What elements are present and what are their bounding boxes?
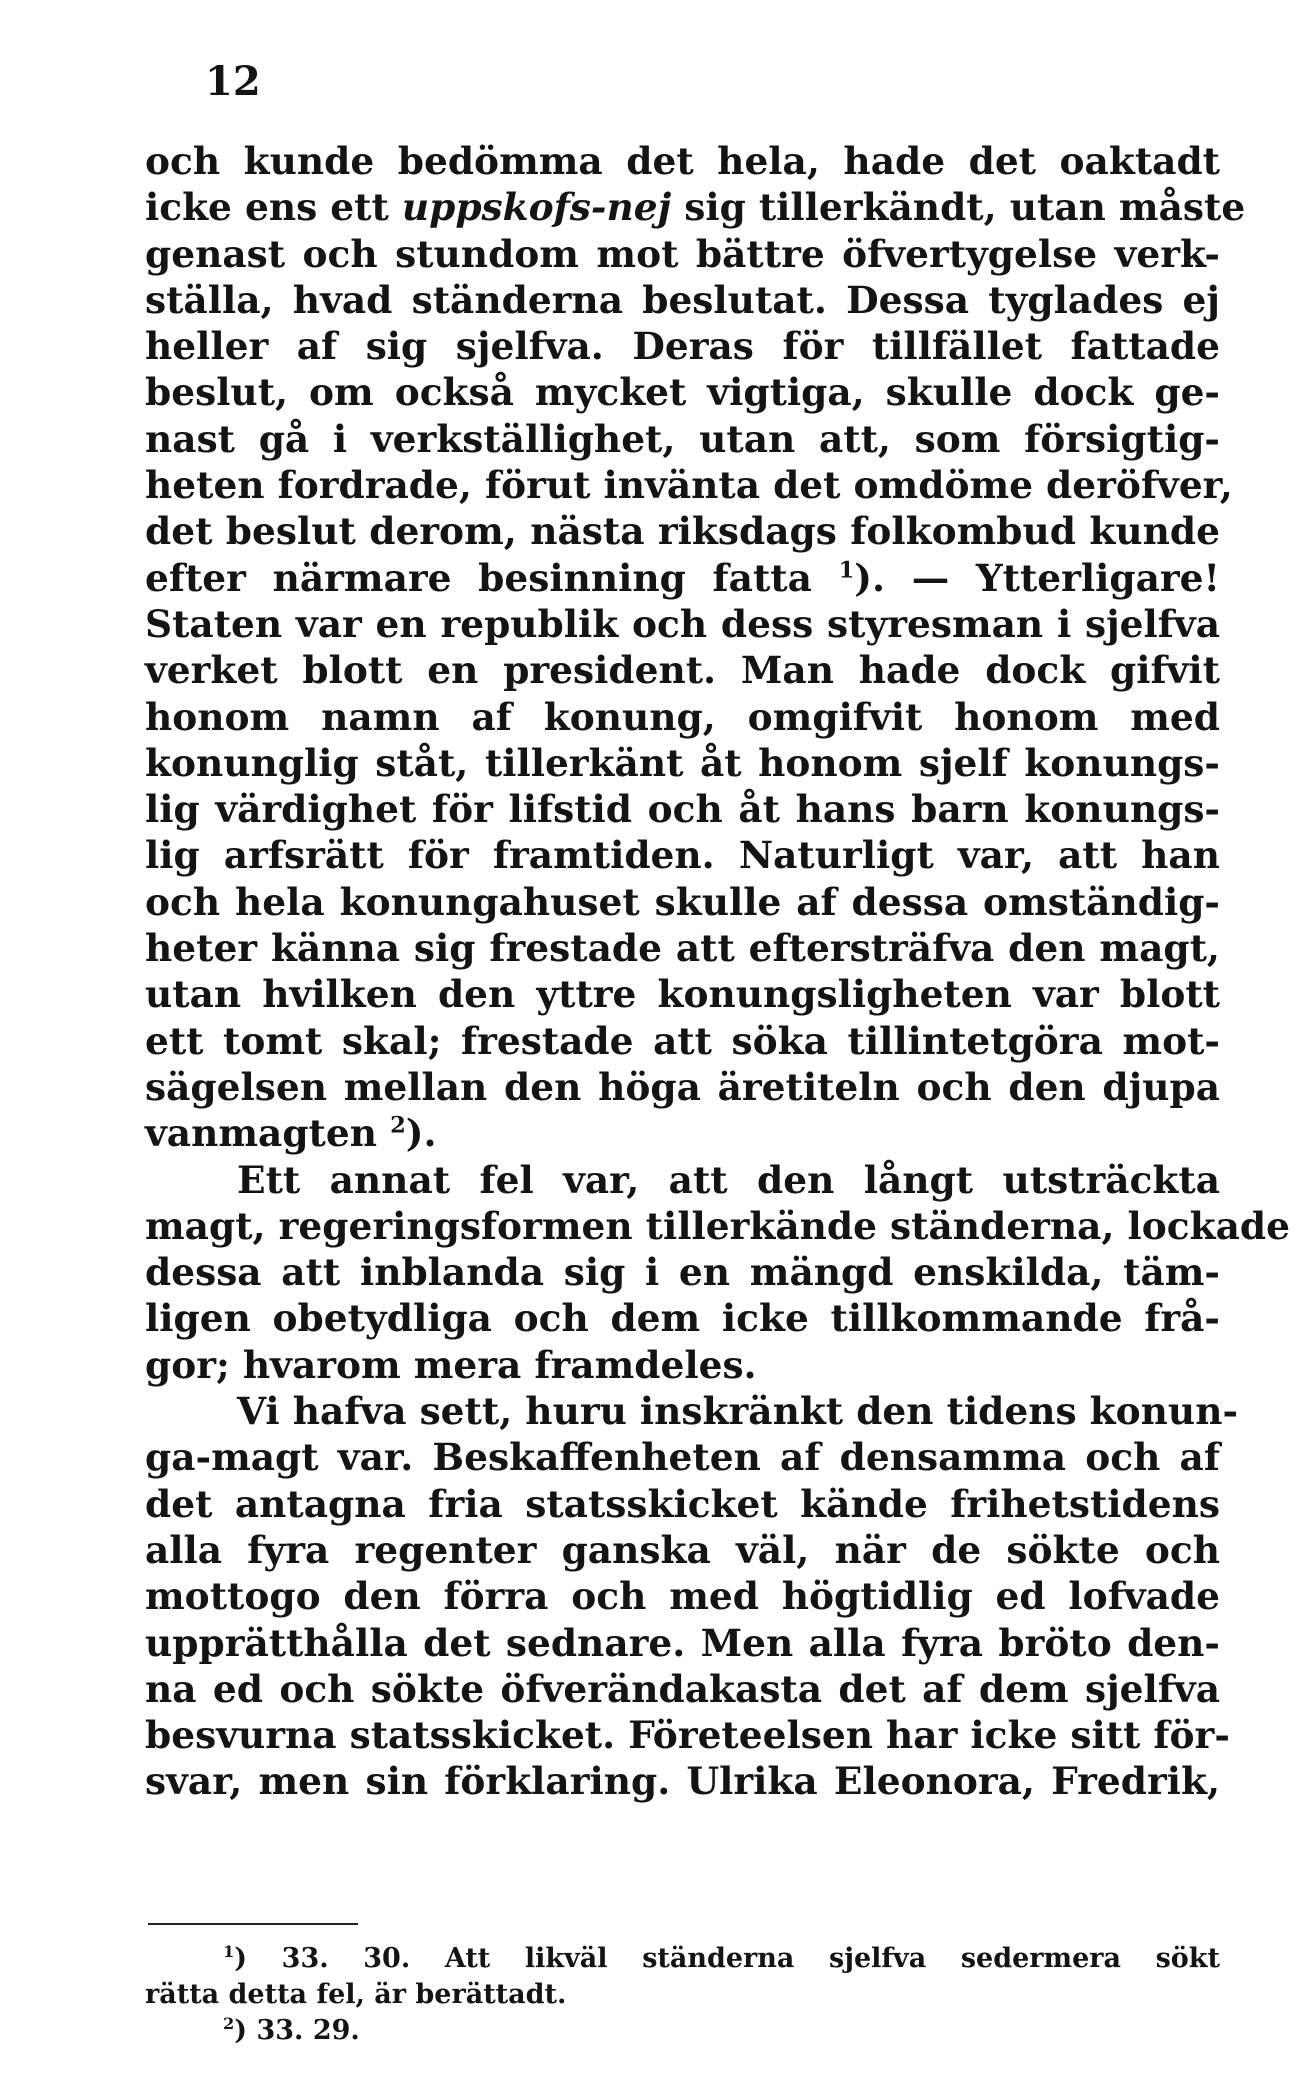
footnote-marker: 1 [838,557,855,584]
text-line: magt, regeringsformen tillerkände ständerna, lockade [145,1203,1290,1248]
text-line: Vi hafva sett, huru inskränkt den tidens konun- [237,1389,1239,1434]
text-line: alla fyra regenter ganska väl, när de sökte och [145,1527,1220,1572]
text-line: konunglig ståt, tillerkänt åt honom sjelf konungs- [145,740,1220,785]
text-line [145,184,1246,230]
page-number: 12 [205,58,261,105]
text-line: det beslut derom, nästa riksdags folkombud kunde [145,509,1220,554]
marker-close: ). [854,555,886,600]
text-line: ett tomt skal; frestade att söka tillintetgöra mot- [145,1018,1220,1063]
body-text [145,138,1290,1805]
text-line: ligen obetydliga och dem icke tillkommande frå- [145,1296,1220,1341]
text-line: verket blott en president. Man hade dock gifvit [145,648,1220,693]
text-line: lig arfsrätt för framtiden. Naturligt var, att han [145,833,1220,878]
text-line: och hela konungahuset skulle af dessa omständig- [145,879,1220,924]
text-line: dessa att inblanda sig i en mängd enskilda, täm- [145,1250,1220,1295]
italic-phrase: uppskofs-nej [401,185,672,230]
text-line: honom namn af konung, omgifvit honom med [145,694,1220,739]
footnote-1 [145,1941,1220,1977]
text-line-rest: sig tillerkändt, utan måste [671,185,1246,230]
text-line: Staten var en republik och dess styresman i sjelfva [145,601,1220,646]
text-line: sägelsen mellan den höga äretiteln och den djupa [145,1064,1220,1109]
text-line: Ett annat fel var, att den långt utsträckta [237,1157,1220,1202]
text-line-start: efter närmare besinning fatta [145,555,812,600]
text-line: genast och stundom mot bättre öfvertygelse verk- [145,231,1220,276]
text-line: lig värdighet för lifstid och åt hans barn konungs- [145,787,1220,832]
footnote-text: ) 33. 29. [234,2015,360,2046]
text-line: beslut, om också mycket vigtiga, skulle dock ge- [145,370,1220,415]
marker-close: ). [405,1111,437,1156]
text-line: utan hvilken den yttre konungsligheten var blott [145,972,1220,1017]
text-line: heller af sig sjelfva. Deras för tillfället fattade [145,324,1220,369]
footnote-text: ) 33. 30. Att likväl ständerna sjelfva sedermera sökt [234,1943,1220,1974]
footnote-marker: 2 [223,2014,235,2033]
text-line: ställa, hvad ständerna beslutat. Dessa tyglades ej [145,277,1220,322]
text-line-rest: — Ytterligare! [911,555,1220,600]
text-line: och kunde bedömma det hela, hade det oaktadt [145,139,1220,183]
text-line: ga-magt var. Beskaffenheten af densamma och af [145,1435,1220,1480]
footnote-marker: 1 [223,1942,235,1961]
text-line: heten fordrade, förut invänta det omdöme deröfver, [145,463,1233,508]
text-line: gor; hvarom mera framdeles. [145,1342,757,1387]
footnote-marker: 2 [390,1112,406,1139]
footnote-divider [148,1923,358,1925]
text-line: svar, men sin förklaring. Ulrika Eleonora, Fredrik, [145,1759,1220,1804]
text-line: heter känna sig frestade att eftersträfva den magt, [145,926,1220,971]
text-line: det antagna fria statsskicket kände frihetstidens [145,1481,1220,1526]
text-line [145,555,1220,601]
text-line: na ed och sökte öfverändakasta det af dem sjelfva [145,1666,1220,1711]
text-line [145,1110,1220,1156]
text-line-start: icke ens ett [145,185,389,230]
footnote-1-continued: rätta detta fel, är berättadt. [145,1979,567,2010]
text-line-start: vanmagten [145,1111,377,1156]
text-line: upprätthålla det sednare. Men alla fyra bröto den- [145,1620,1220,1665]
text-line: nast gå i verkställighet, utan att, som försigtig- [145,416,1220,461]
text-line: besvurna statsskicket. Företeelsen har icke sitt för- [145,1713,1230,1758]
footnotes [145,1941,1220,2049]
text-line: mottogo den förra och med högtidlig ed lofvade [145,1574,1220,1619]
footnote-2 [145,2013,1220,2049]
